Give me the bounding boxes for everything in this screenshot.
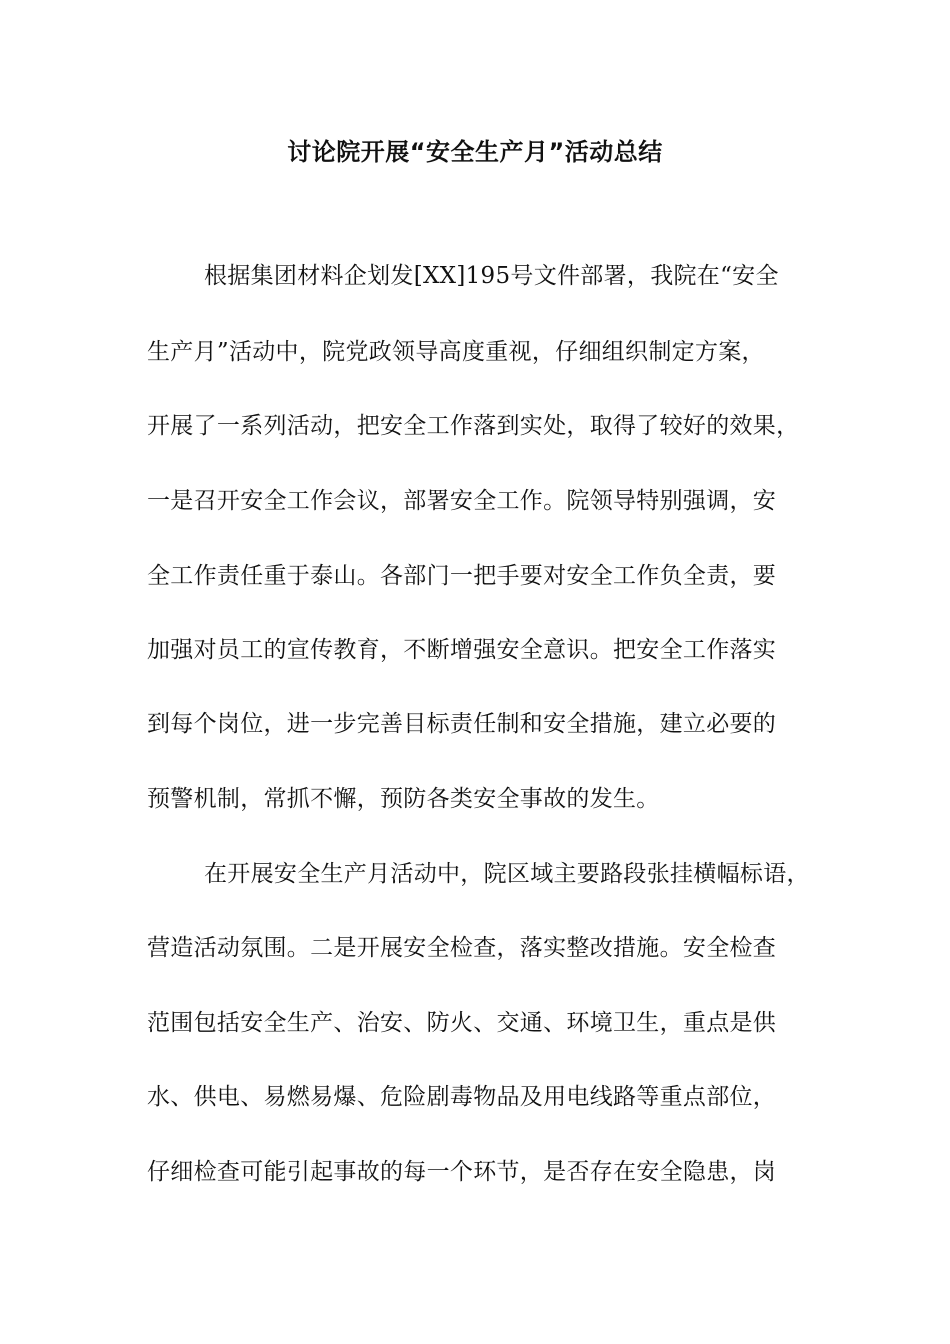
- paragraph-2-line-2: 营造活动氛围。二是开展安全检查，落实整改措施。安全检查: [147, 935, 777, 961]
- paragraph-1-line-5: 全工作责任重于泰山。各部门一把手要对安全工作负全责，要: [147, 563, 777, 589]
- paragraph-2-line-3: 范围包括安全生产、治安、防火、交通、环境卫生，重点是供: [147, 1010, 777, 1036]
- paragraph-1-line-4: 一是召开安全工作会议，部署安全工作。院领导特别强调，安: [147, 488, 777, 514]
- paragraph-1-line-3: 开展了一系列活动，把安全工作落到实处，取得了较好的效果，: [147, 413, 800, 439]
- paragraph-1-line-6: 加强对员工的宣传教育，不断增强安全意识。把安全工作落实: [147, 637, 777, 663]
- paragraph-1-line-1: 根据集团材料企划发[XX]195号文件部署，我院在“安全: [204, 263, 779, 289]
- paragraph-1-line-8: 预警机制，常抓不懈，预防各类安全事故的发生。: [147, 786, 660, 812]
- paragraph-1-line-2: 生产月”活动中，院党政领导高度重视，仔细组织制定方案，: [147, 339, 765, 365]
- paragraph-1-line-7: 到每个岗位，进一步完善目标责任制和安全措施，建立必要的: [147, 711, 777, 737]
- document-title: 讨论院开展“安全生产月”活动总结: [287, 138, 663, 166]
- paragraph-2-line-5: 仔细检查可能引起事故的每一个环节，是否存在安全隐患，岗: [147, 1159, 777, 1185]
- paragraph-2-line-4: 水、供电、易燃易爆、危险剧毒物品及用电线路等重点部位，: [147, 1084, 777, 1110]
- paragraph-2-line-1: 在开展安全生产月活动中，院区域主要路段张挂横幅标语，: [204, 861, 810, 887]
